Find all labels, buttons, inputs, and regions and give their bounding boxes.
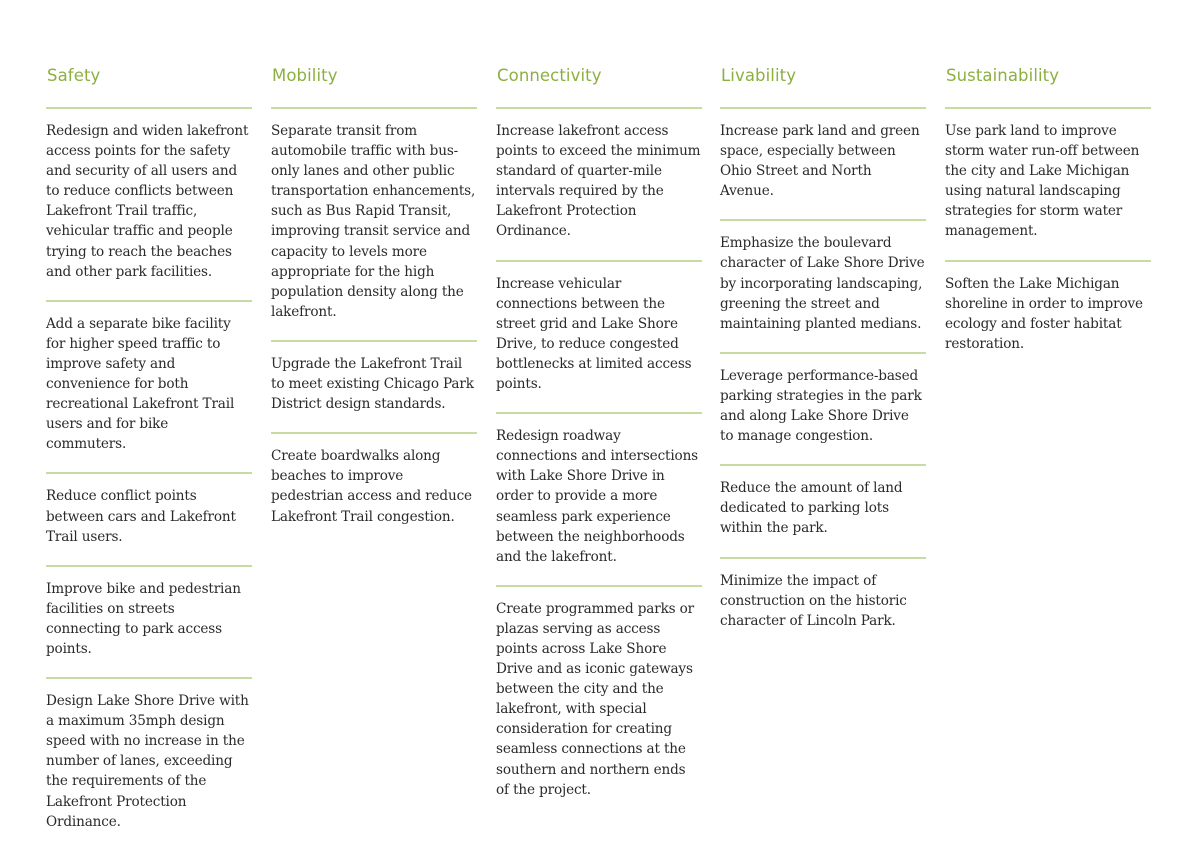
- goal-item: [720, 221, 926, 353]
- goal-item: [271, 342, 477, 434]
- goal-item: [720, 109, 926, 221]
- goal-item-text: Create programmed parks or plazas serving as access points across Lake Shore Drive and as iconic gateways between the city and the lakefront, with special consideration for creating seamless connections at the southern and northern ends of the project.: [496, 600, 695, 798]
- goal-item: [271, 434, 477, 544]
- goal-item-text: Design Lake Shore Drive with a maximum 35mph design speed with no increase in the number of lanes, exceeding the requirements of the Lakefront Protection Ordinance.: [46, 693, 249, 830]
- goal-item-text: Reduce the amount of land dedicated to parking lots within the park.: [720, 480, 903, 537]
- column-heading: Mobility: [272, 66, 338, 85]
- goal-item-text: Use park land to improve storm water run-off between the city and Lake Michigan using natural landscaping strategies for storm water management.: [945, 123, 1140, 240]
- goal-item: [496, 414, 702, 587]
- goal-item: [496, 262, 702, 415]
- goal-item-text: Increase park land and green space, especially between Ohio Street and North Avenue.: [720, 123, 920, 200]
- goal-item-text: Emphasize the boulevard character of Lake Shore Drive by incorporating landscaping, greening the street and maintaining planted medians.: [720, 235, 925, 332]
- goal-item-text: Increase lakefront access points to exceed the minimum standard of quarter-mile intervals required by the Lakefront Protection Ordinance.: [496, 123, 701, 240]
- goal-item: [46, 109, 252, 302]
- goal-item: [271, 109, 477, 342]
- goal-item: [720, 559, 926, 649]
- goal-item-text: Upgrade the Lakefront Trail to meet existing Chicago Park District design standards.: [271, 355, 474, 413]
- goal-item: [945, 262, 1151, 372]
- goal-item-text: Add a separate bike facility for higher speed traffic to improve safety and convenience for both recreational Lakefront Trail users and for bike commuters.: [46, 315, 235, 453]
- goal-item: [46, 679, 252, 850]
- goal-item-text: Soften the Lake Michigan shoreline in order to improve ecology and foster habitat restoration.: [945, 275, 1143, 352]
- goal-item-text: Redesign and widen lakefront access points for the safety and security of all users and to reduce conflicts between Lakefront Trail traffic, vehicular traffic and people trying to reach the beaches and other park facilities.: [46, 123, 249, 280]
- goal-item: [46, 302, 252, 475]
- column-safety: [46, 64, 252, 850]
- goal-item: [496, 109, 702, 262]
- column-heading: Livability: [721, 66, 797, 85]
- goal-item: [720, 466, 926, 558]
- goal-item-text: Leverage performance-based parking strategies in the park and along Lake Shore Drive to manage congestion.: [720, 367, 922, 445]
- column-connectivity: [496, 64, 702, 818]
- column-heading: Sustainability: [946, 66, 1060, 85]
- goal-item-text: Improve bike and pedestrian facilities on streets connecting to park access points.: [46, 580, 241, 657]
- column-heading: Connectivity: [497, 66, 602, 85]
- goal-item: [945, 109, 1151, 262]
- goal-item-text: Separate transit from automobile traffic with bus-only lanes and other public transportation enhancements, such as Bus Rapid Transit, improving transit service and capacity to levels more appropriate for the high population density along the lakefront.: [271, 123, 476, 320]
- goal-item: [46, 474, 252, 566]
- goal-item-text: Reduce conflict points between cars and Lakefront Trail users.: [46, 488, 236, 545]
- column-livability: [720, 64, 926, 649]
- goal-item-text: Increase vehicular connections between the street grid and Lake Shore Drive, to reduce congested bottlenecks at limited access points.: [496, 275, 692, 393]
- column-heading: Safety: [47, 66, 101, 85]
- goal-item-text: Redesign roadway connections and intersections with Lake Shore Drive in order to provide a more seamless park experience between the neighborhoods and the lakefront.: [496, 428, 699, 565]
- goal-item: [46, 567, 252, 679]
- goal-item-text: Minimize the impact of construction on the historic character of Lincoln Park.: [720, 572, 907, 629]
- column-sustainability: [945, 64, 1151, 372]
- goal-item-text: Create boardwalks along beaches to improve pedestrian access and reduce Lakefront Trail congestion.: [271, 448, 472, 525]
- goal-item: [720, 354, 926, 466]
- column-mobility: [271, 64, 477, 545]
- goal-item: [496, 587, 702, 818]
